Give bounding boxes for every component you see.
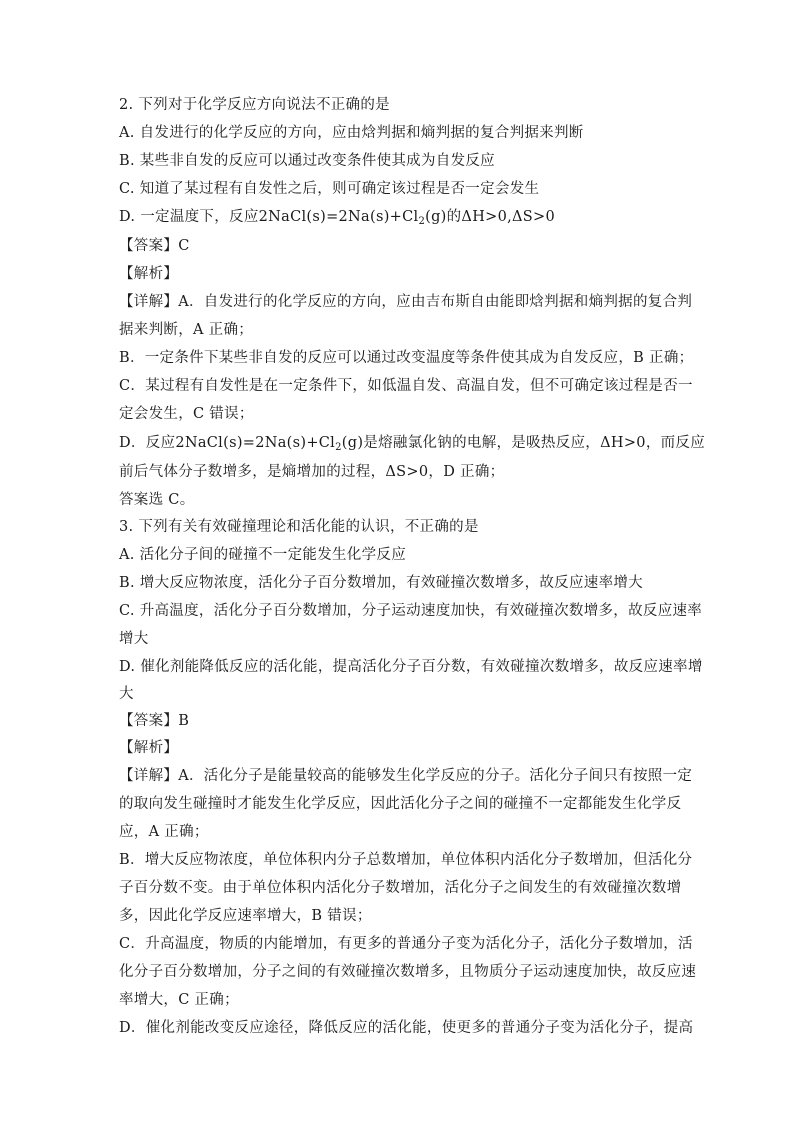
q2-detail-1: 【详解】A．自发进行的化学反应的方向，应由吉布斯自由能即焓判据和熵判据的复合判 xyxy=(119,294,693,310)
q2-option-d xyxy=(119,207,555,227)
formula-part: 2NaCl(s)=2Na(s)+Cl xyxy=(175,435,336,451)
q2-detail-2: 据来判断，A 正确； xyxy=(119,322,254,338)
q3-detail-5: 子百分数不变。由于单位体积内活化分子数增加，活化分子之间发生的有效碰撞次数增 xyxy=(119,880,682,896)
q3-analysis-title: 【解析】 xyxy=(119,740,179,756)
q2-detail-6-dh: ΔH>0 xyxy=(600,435,646,451)
q2-detail-3: B．一定条件下某些非自发的反应可以通过改变温度等条件使其成为自发反应，B 正确； xyxy=(119,350,694,366)
q2-option-a: A. 自发进行的化学反应的方向，应由焓判据和熵判据的复合判据来判断 xyxy=(119,125,584,141)
q2-option-d-tail: ΔH>0,ΔS>0 xyxy=(461,209,556,225)
q2-detail-7-prefix: 前后气体分子数增多，是熵增加的过程， xyxy=(119,464,386,480)
q2-stem: 2. 下列对于化学反应方向说法不正确的是 xyxy=(119,97,390,113)
q3-detail-2: 的取向发生碰撞时才能发生化学反应，因此活化分子之间的碰撞不一定都能发生化学反 xyxy=(119,796,682,812)
q2-detail-7 xyxy=(119,462,504,482)
q3-detail-9: 率增大，C 正确； xyxy=(119,992,239,1008)
q2-detail-4: C．某过程有自发性是在一定条件下，如低温自发、高温自发，但不可确定该过程是否一 xyxy=(119,378,693,394)
q2-analysis-title: 【解析】 xyxy=(119,266,179,282)
q2-detail-6 xyxy=(119,433,705,453)
q2-detail-7-ds: ΔS>0 xyxy=(385,464,429,480)
q2-detail-7-tail: ，D 正确； xyxy=(428,464,505,480)
q2-option-d-formula xyxy=(259,209,447,225)
q2-detail-6-text: 是熔融氯化钠的电解，是吸热反应， xyxy=(363,435,601,451)
q3-stem: 3. 下列有关有效碰撞理论和活化能的认识，不正确的是 xyxy=(119,519,479,535)
q2-detail-6-tail: ，而反应 xyxy=(645,435,706,451)
formula-subscript: 2 xyxy=(335,442,342,453)
q2-option-b: B. 某些非自发的反应可以通过改变条件使其成为自发反应 xyxy=(119,153,495,169)
formula-subscript: 2 xyxy=(418,216,426,227)
q3-detail-7: C．升高温度，物质的内能增加，有更多的普通分子变为活化分子，活化分子数增加，活 xyxy=(119,936,693,952)
q2-detail-6-formula xyxy=(175,435,363,451)
q3-answer: 【答案】B xyxy=(119,713,190,729)
q3-option-d-line1: D. 催化剂能降低反应的活化能，提高活化分子百分数，有效碰撞次数增多，故反应速率增 xyxy=(119,659,703,675)
formula-part: (g) xyxy=(341,435,364,451)
q3-option-a: A. 活化分子间的碰撞不一定能发生化学反应 xyxy=(119,547,406,563)
q3-detail-8: 化分子百分数增加，分子之间的有效碰撞次数增多，且物质分子运动速度加快，故反应速 xyxy=(119,964,697,980)
q3-option-c-line2: 增大 xyxy=(119,631,149,647)
q3-option-d-line2: 大 xyxy=(119,686,134,702)
q2-option-c: C. 知道了某过程有自发性之后，则可确定该过程是否一定会发生 xyxy=(119,181,540,197)
q2-conclusion: 答案选 C。 xyxy=(119,492,195,508)
q3-option-b: B. 增大反应物浓度，活化分子百分数增加，有效碰撞次数增多，故反应速率增大 xyxy=(119,575,643,591)
formula-part: 2NaCl(s)=2Na(s)+Cl xyxy=(258,209,419,225)
q3-detail-3: 应，A 正确； xyxy=(119,824,209,840)
q3-option-c-line1: C. 升高温度，活化分子百分数增加，分子运动速度加快，有效碰撞次数增多，故反应速率 xyxy=(119,603,703,619)
q2-detail-6-prefix: D．反应 xyxy=(119,435,176,451)
q3-detail-1: 【详解】A．活化分子是能量较高的能够发生化学反应的分子。活化分子间只有按照一定 xyxy=(119,768,693,784)
q3-detail-6: 多，因此化学反应速率增大，B 错误； xyxy=(119,908,372,924)
q2-option-d-mid: 的 xyxy=(446,209,462,225)
formula-part: (g) xyxy=(425,209,447,225)
q2-answer: 【答案】C xyxy=(119,238,190,254)
q3-detail-10: D．催化剂能改变反应途径，降低反应的活化能，使更多的普通分子变为活化分子，提高 xyxy=(119,1020,694,1036)
q2-detail-5: 定会发生，C 错误； xyxy=(119,406,254,422)
q2-option-d-prefix: D. 一定温度下，反应 xyxy=(119,209,259,225)
q3-detail-4: B．增大反应物浓度，单位体积内分子总数增加，单位体积内活化分子数增加，但活化分 xyxy=(119,852,693,868)
